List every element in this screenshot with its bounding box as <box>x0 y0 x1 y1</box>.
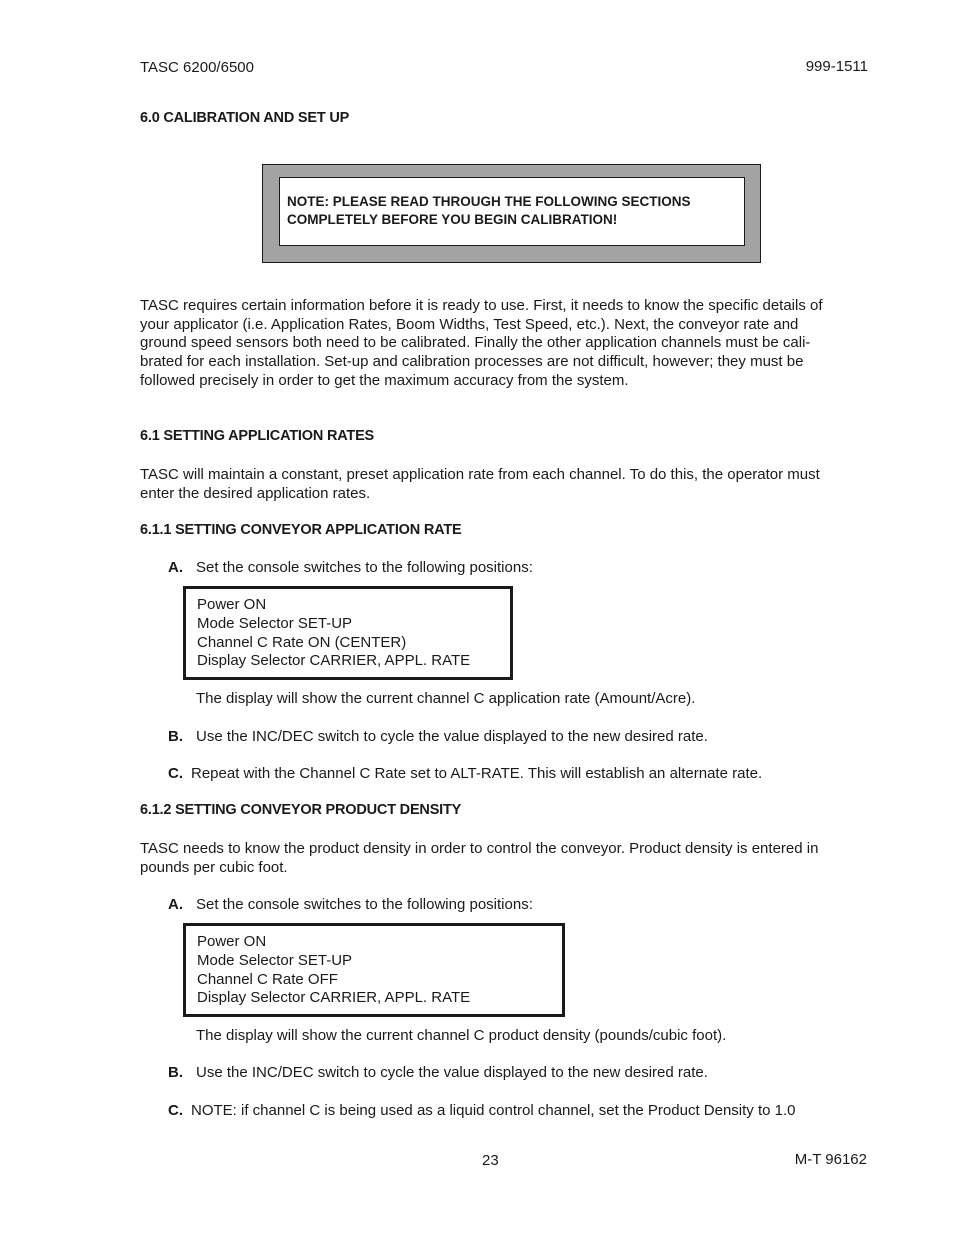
step-text: NOTE: if channel C is being used as a liquid control channel, set the Product Density to 1.0 <box>191 1102 796 1119</box>
step-letter: B. <box>168 728 183 745</box>
step-text: Set the console switches to the following positions: <box>196 896 533 913</box>
section-6-1-2-paragraph <box>140 840 818 877</box>
note-box-inner <box>279 177 745 246</box>
step-letter: C. <box>168 1102 183 1119</box>
switch-setting: Mode Selector SET-UP <box>197 614 353 632</box>
header-title: TASC 6200/6500 <box>140 59 254 76</box>
paragraph-line: TASC will maintain a constant, preset application rate from each channel. To do this, the operator must <box>140 466 820 483</box>
note-box <box>262 164 761 263</box>
section-heading-6-0: 6.0 CALIBRATION AND SET UP <box>140 110 350 126</box>
step-letter: A. <box>168 896 183 913</box>
switch-setting: Power ON <box>197 933 267 950</box>
footer-doc-code: M-T 96162 <box>794 1151 867 1168</box>
paragraph-line: TASC requires certain information before it is ready to use. First, it needs to know the specific details of <box>140 297 823 314</box>
switch-setting: Power ON <box>197 596 267 613</box>
section-heading-6-1-2: 6.1.2 SETTING CONVEYOR PRODUCT DENSITY <box>140 802 462 818</box>
paragraph-line: pounds per cubic foot. <box>140 858 288 876</box>
switch-settings-box <box>183 923 565 1017</box>
paragraph-line: followed precisely in order to get the maximum accuracy from the system. <box>140 371 629 389</box>
step-text: Set the console switches to the following positions: <box>196 559 533 576</box>
paragraph-line: brated for each installation. Set-up and calibration processes are not difficult, however; they must be <box>140 353 804 371</box>
switch-setting: Channel C Rate OFF <box>197 970 338 988</box>
switch-setting: Channel C Rate ON (CENTER) <box>197 633 407 651</box>
intro-paragraph <box>140 297 823 391</box>
switch-settings-box <box>183 586 513 680</box>
step-text: Repeat with the Channel C Rate set to ALT-RATE. This will establish an alternate rate. <box>191 765 763 782</box>
section-heading-6-1: 6.1 SETTING APPLICATION RATES <box>140 428 375 444</box>
step-letter: B. <box>168 1064 183 1081</box>
note-line: NOTE: PLEASE READ THROUGH THE FOLLOWING SECTIONS <box>287 194 691 209</box>
step-letter: A. <box>168 559 183 576</box>
header-doc-number: 999-1511 <box>805 58 868 75</box>
section-6-1-paragraph <box>140 466 820 503</box>
switch-setting: Display Selector CARRIER, APPL. RATE <box>197 989 471 1007</box>
paragraph-line: ground speed sensors both need to be calibrated. Finally the other application channels must be cali- <box>140 334 811 352</box>
step-text: Use the INC/DEC switch to cycle the value displayed to the new desired rate. <box>196 1064 708 1081</box>
paragraph-line: enter the desired application rates. <box>140 484 371 502</box>
display-note: The display will show the current channel C application rate (Amount/Acre). <box>196 690 696 707</box>
step-letter: C. <box>168 765 183 782</box>
note-line: COMPLETELY BEFORE YOU BEGIN CALIBRATION! <box>287 211 618 227</box>
step-text: Use the INC/DEC switch to cycle the value displayed to the new desired rate. <box>196 728 708 745</box>
paragraph-line: TASC needs to know the product density in order to control the conveyor. Product density is entered in <box>140 840 819 857</box>
switch-setting: Display Selector CARRIER, APPL. RATE <box>197 652 471 670</box>
display-note: The display will show the current channel C product density (pounds/cubic foot). <box>196 1027 727 1044</box>
paragraph-line: your applicator (i.e. Application Rates, Boom Widths, Test Speed, etc.). Next, the conveyor rate and <box>140 315 799 333</box>
page-number: 23 <box>482 1152 499 1169</box>
section-heading-6-1-1: 6.1.1 SETTING CONVEYOR APPLICATION RATE <box>140 522 462 538</box>
switch-setting: Mode Selector SET-UP <box>197 951 353 969</box>
